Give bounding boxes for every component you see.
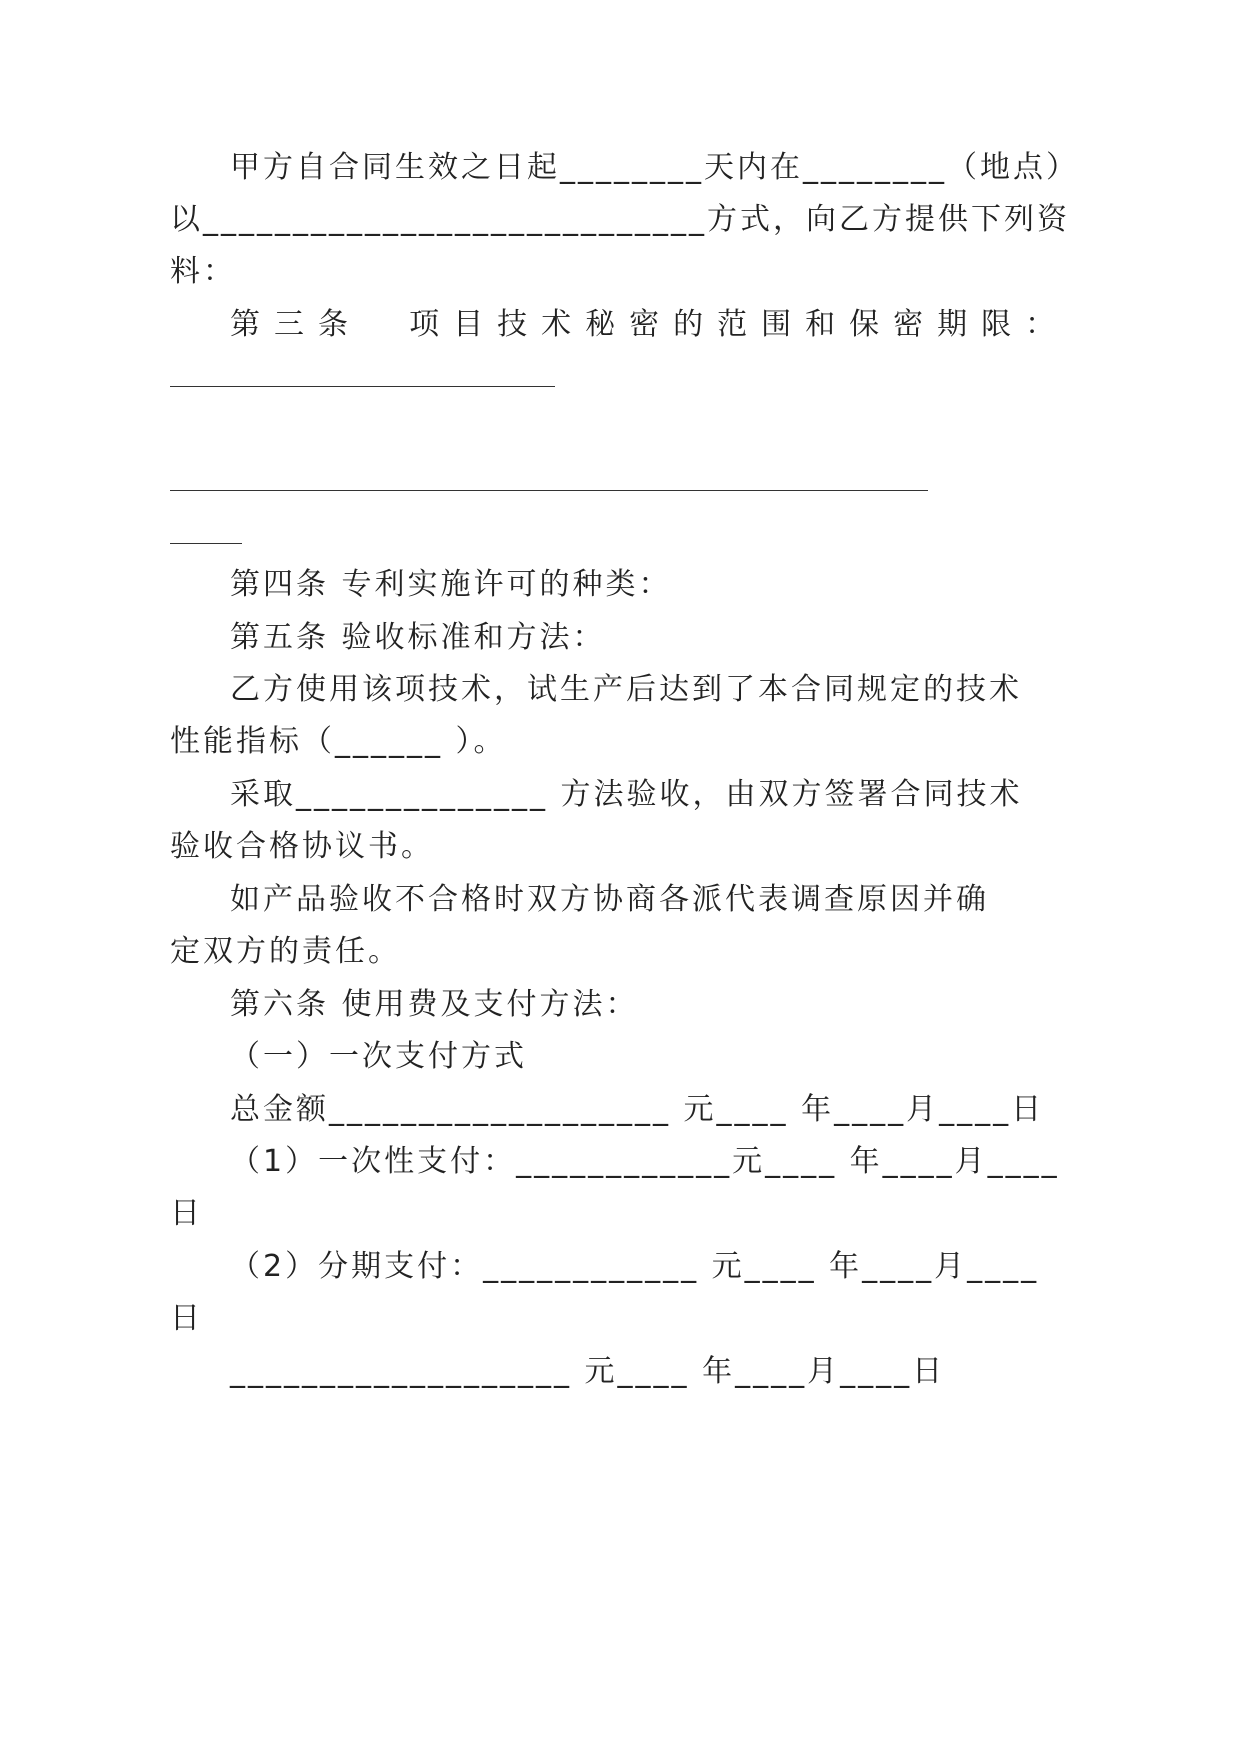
installment-line: （2）分期支付：____________ 元____ 年____月____	[230, 1249, 1040, 1284]
paragraph-line-2: 以____________________________方式，向乙方提供下列资	[170, 202, 1070, 237]
paragraph-line-7: 性能指标（______ ）。	[170, 724, 507, 759]
lump-sum-day: 日	[170, 1196, 203, 1231]
paragraph-line-9: 验收合格协议书。	[170, 829, 434, 864]
lump-sum-line: （1）一次性支付：____________元____ 年____月____	[230, 1144, 1060, 1179]
article-6-heading: 第六条 使用费及支付方法：	[230, 987, 639, 1022]
paragraph-line-8: 采取______________ 方法验收，由双方签署合同技术	[230, 777, 1023, 812]
installment-day: 日	[170, 1301, 203, 1336]
payment-section-1-heading: （一）一次支付方式	[230, 1039, 527, 1074]
paragraph-line-6: 乙方使用该项技术，试生产后达到了本合同规定的技术	[230, 672, 1022, 707]
blank-rule-3	[170, 543, 242, 544]
blank-rule-2	[170, 490, 928, 491]
paragraph-line-10: 如产品验收不合格时双方协商各派代表调查原因并确	[230, 882, 989, 917]
article-3-heading: 第三条 项目技术秘密的范围和保密期限：	[230, 307, 1070, 342]
paragraph-line-3: 料：	[170, 254, 236, 289]
article-4-heading: 第四条 专利实施许可的种类：	[230, 567, 672, 602]
paragraph-line-11: 定双方的责任。	[170, 934, 401, 969]
total-amount-line: 总金额___________________ 元____ 年____月____日	[230, 1092, 1045, 1127]
blank-rule-1	[170, 386, 555, 387]
article-5-heading: 第五条 验收标准和方法：	[230, 620, 606, 655]
installment-amount-line: ___________________ 元____ 年____月____日	[230, 1354, 946, 1389]
paragraph-line-1: 甲方自合同生效之日起________天内在________（地点）	[230, 150, 1079, 185]
